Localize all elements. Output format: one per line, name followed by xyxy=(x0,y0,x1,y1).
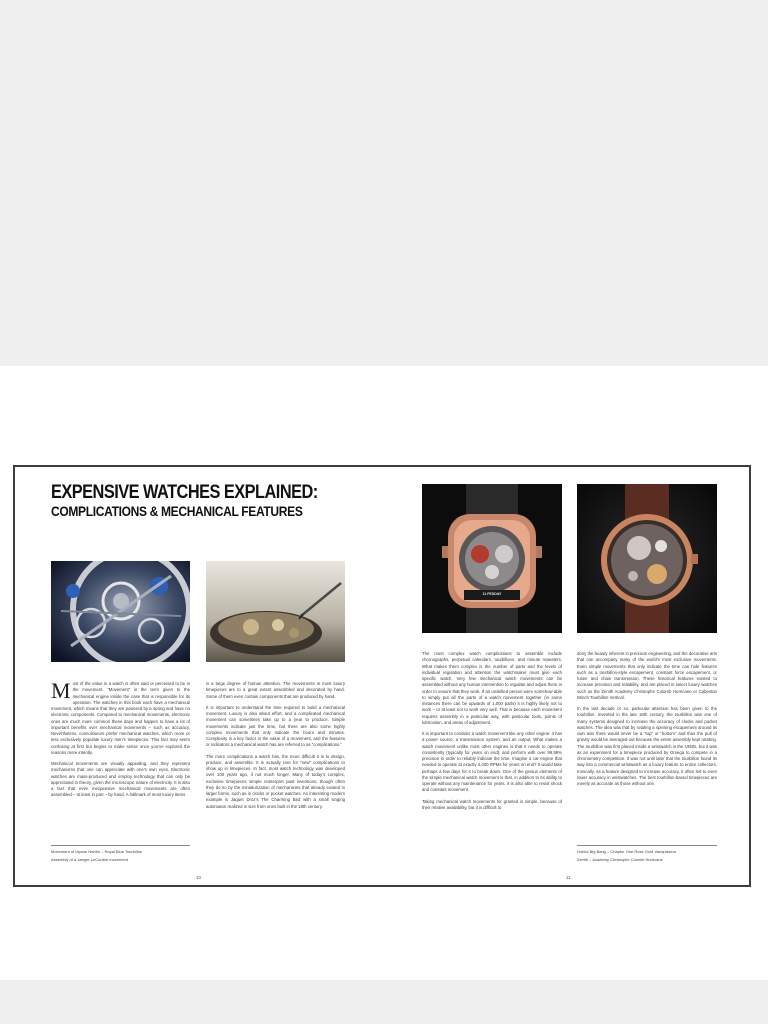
paragraph: Most of the value in a watch is often said or perceived to be in the movement. “Movement” is the term given to the mechanical engine inside the case that is responsible for its operation. The watches in this book each have a mechanical movement, which means that they are powered by a spring and have no electronic components. Compared to mechanical movements, electronic ones are much more common these days and happen to have a lot of important benefits over mechanical movements – such as accuracy. Nevertheless, connoisseurs prefer mechanical watches, which more or less exclusively populate luxury men’s timepieces. This fact may seem confusing at first but begins to make sense once you’ve explored the reasons more intently. xyxy=(51,681,190,755)
caption-rule xyxy=(577,845,717,846)
paragraph: Mechanical movements are visually appealing, and they represent mechanisms that one can appreciate with one’s own eyes. Electronic watches are mass-produced and employ technology that can only be appreciated in theory, given the microscopic nature of electricity. It is also a fact that even inexpensive mechanical movements are often assembled – at least in part – by hand. A hallmark of most luxury items xyxy=(51,761,190,798)
background-top-band xyxy=(0,0,768,366)
text-column-4 xyxy=(577,651,717,839)
paragraph: Taking mechanical watch movements for granted is simple, because of their relative availability, but it is difficult to xyxy=(422,798,562,810)
paragraph: The most complex watch complications to assemble include chronographs, perpetual calendars, tourbillons, and minute repeaters. What makes them complex is the number of parts and the levels of individual regulation and attention the watchmaker must give each specific watch. Very few mechanical watch movements can be assembled without any human intervention to regulate and adjust them in order to ensure that they work. If an unskilled person were somehow able to simply put all the parts of a watch movement together (in some instances there can be upwards of 1,000 parts) it is highly likely not to work – or at least not to work very well. That is because each movement requires assembly in a particular way, with particular tools, points of lubrication, and areas of adjustment. xyxy=(422,651,562,725)
paragraph: In the last decade or so, particular attention has been given to the tourbillon. Invented in the late 18th century, the tourbillon was one of many systems designed to increase the accuracy of clocks and pocket watches. The idea was that by rotating a spinning escapement around its own axis there would never be a “top” or “bottom” and thus the pull of gravity would be averaged out because the entire assembly kept rotating. The tourbillon was first placed inside a wristwatch in the 1950s, but it was as an experiment for a timepiece produced by Omega to compete in a chronometry competition. It was not until later that the tourbillon found its way into a commercial wristwatch as a luxury feature to entice collectors. Ironically, as a feature designed to increase accuracy, it often led to even lower accuracy in wristwatches. The best tourbillon-based timepieces are merely as accurate as those without one. xyxy=(577,706,717,786)
paragraph: deny the beauty inherent in precision engineering, and the decorative arts that can accompany many of the world’s most exclusive movements. Even simple movements that only indicate the time can hide features such as a tourbillon-style escapement, constant force escapement, or fusee and chain transmission. These historical features existed to increase precision and reliability, and are placed in select luxury watches such as the Zenith Academy Christophe Colomb Hurricane or Cabestan Winch Tourbillon Vertical. xyxy=(577,651,717,700)
caption-block-left xyxy=(51,845,190,863)
watch-date-label: 11 FEDDAY xyxy=(482,592,502,596)
caption-2: Zenith – Academy Christophe Colomb Hurricane xyxy=(577,857,663,862)
paragraph: It is important to understand the time required to build a mechanical movement. Luxury is also about effort, and a complicated mechanical movement can sometimes take up to a year to produce. Simple movements indicate just the time, but there are also some highly complex movements that only indicate the hours and minutes. Complexity is a key factor in the value of a movement, and the features or indicators a mechanical watch has are referred to as “complications.” xyxy=(206,704,345,748)
skeleton-movement-photo xyxy=(51,561,190,662)
spread-title: EXPENSIVE WATCHES EXPLAINED: xyxy=(51,482,318,503)
book-spread xyxy=(13,465,751,887)
drop-cap: M xyxy=(51,681,71,703)
rose-gold-chronograph-photo xyxy=(422,484,562,633)
page-number-right: 11 xyxy=(566,875,571,880)
page-number-left: 10 xyxy=(196,875,202,880)
caption-2: Assembly of a Jaeger-LeCoultre movement xyxy=(51,857,128,862)
tourbillon-watch-photo xyxy=(577,484,717,633)
paragraph: The more complications a watch has, the more difficult it is to design, produce, and assemble. It is actually rare for “new” complications to show up in timepieces. In fact, most watch technology was developed over 100 years ago, if not much longer. Many of today’s complex, exclusive timepieces simple reinterpret past inventions, though often they do so by the miniaturization of mechanisms that already existed in larger forms, such as in clocks or pocket watches. An interesting modern example is Jaquet Droz’s The Charming Bird with a small singing automaton realized in size from ones built in the 18th century. xyxy=(206,753,345,809)
paragraph: It is important to consider a watch movement like any other engine: it has a power source, a transmission system, and an output. What makes a watch movement unlike most other engines is that it needs to operate consistently (typically for years on end), and perform with over 99.99% precision in order to reliably indicate the time. Imagine a car engine that needed to operate at exactly 4,000 RPMs for years on end? It would take perhaps a few days for it to break down. One of the genius elements of the simple mechanical watch movement is that, in addition to its ability to operate without any maintenance for years, it is also able to resist shock and constant movement. xyxy=(422,731,562,793)
background-bottom-band xyxy=(0,980,768,1024)
paragraph: is a large degree of human attention. The movements in most luxury timepieces are to a great extent assembled and decorated by hand. Some of them even contain components that are produced by hand. xyxy=(206,681,345,699)
caption-1: Movement of Ulysse Nardin – Royal Blue Tourbillon xyxy=(51,849,143,854)
caption-rule xyxy=(51,845,190,846)
text-column-3 xyxy=(422,651,562,861)
spread-subtitle: COMPLICATIONS & MECHANICAL FEATURES xyxy=(51,503,303,519)
text-column-1 xyxy=(51,681,190,839)
caption-1: Hublot Big Bang – Chapter One Rose Gold Vanquisseur xyxy=(577,849,677,854)
caption-block-right xyxy=(577,845,717,863)
movement-assembly-photo xyxy=(206,561,345,662)
text-column-2 xyxy=(206,681,345,859)
